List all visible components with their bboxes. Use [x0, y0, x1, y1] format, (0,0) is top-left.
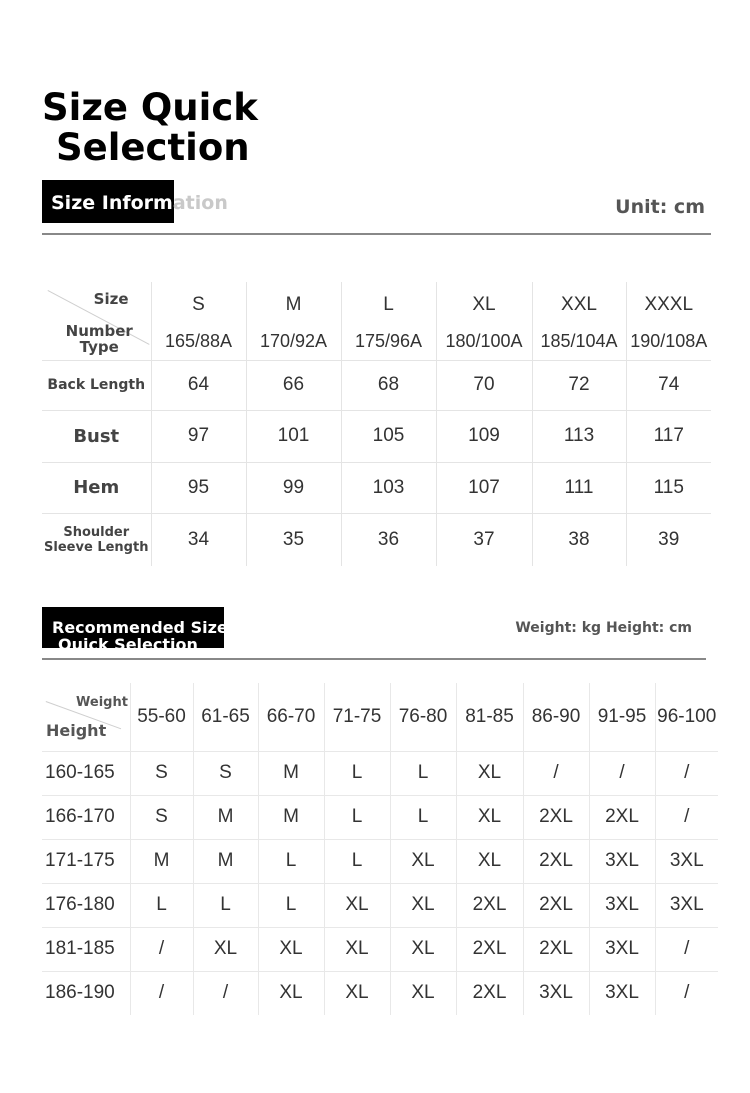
size-header-label: Size [93, 290, 129, 308]
table-row [42, 360, 711, 410]
size-column-header: XXL 185/104A [532, 282, 626, 360]
table-cell: 111 [532, 462, 626, 513]
table-cell: / [655, 751, 718, 795]
table-cell: L [130, 883, 193, 927]
table-cell: / [193, 971, 258, 1015]
table-cell: 113 [532, 410, 626, 462]
section-divider [42, 658, 706, 660]
row-label-bust: Bust [42, 410, 151, 462]
table-cell: 3XL [589, 971, 655, 1015]
table-cell: XL [258, 927, 324, 971]
table-row [42, 971, 718, 1015]
table-cell: XL [324, 927, 390, 971]
weight-column-header: 81-85 [456, 683, 523, 751]
table-cell: 3XL [655, 883, 718, 927]
table-cell: 3XL [589, 839, 655, 883]
table-cell: XL [456, 795, 523, 839]
table-cell: / [655, 971, 718, 1015]
size-information-label-overflow: ation [172, 192, 228, 214]
weight-height-unit-label: Weight: kg Height: cm [515, 620, 692, 636]
size-column-header: S 165/88A [151, 282, 246, 360]
table-cell: 2XL [456, 971, 523, 1015]
table-cell: / [589, 751, 655, 795]
table-cell: 35 [246, 513, 341, 566]
height-row-label: 181-185 [42, 927, 130, 971]
table-cell: 101 [246, 410, 341, 462]
table-cell: 2XL [523, 795, 589, 839]
recommended-size-table [42, 683, 718, 1015]
table-cell: 36 [341, 513, 436, 566]
table-cell: 34 [151, 513, 246, 566]
corner-header-cell [42, 282, 151, 360]
title-line-2: Selection [56, 126, 250, 169]
table-cell: L [193, 883, 258, 927]
table-cell: 3XL [523, 971, 589, 1015]
table-cell: L [324, 751, 390, 795]
height-row-label: 186-190 [42, 971, 130, 1015]
weight-column-header: 86-90 [523, 683, 589, 751]
size-information-heading [42, 180, 228, 214]
weight-column-header: 55-60 [130, 683, 193, 751]
table-cell: 68 [341, 360, 436, 410]
table-cell: / [655, 795, 718, 839]
table-cell: L [324, 839, 390, 883]
weight-column-header: 96-100 [655, 683, 718, 751]
table-cell: 2XL [523, 883, 589, 927]
table-cell: 2XL [589, 795, 655, 839]
table-cell: XL [390, 839, 456, 883]
table-row [42, 513, 711, 566]
recommended-label-line-2: Quick Selection [58, 635, 198, 654]
number-type-header-label: Number Type [65, 322, 133, 356]
table-cell: / [523, 751, 589, 795]
table-cell: / [655, 927, 718, 971]
weight-column-header: 71-75 [324, 683, 390, 751]
recommended-size-heading [42, 607, 228, 654]
size-column-header: XXXL 190/108A [626, 282, 711, 360]
corner-header-cell [42, 683, 130, 751]
size-column-header: M 170/92A [246, 282, 341, 360]
section-divider [42, 233, 711, 235]
table-cell: M [193, 839, 258, 883]
table-cell: 109 [436, 410, 532, 462]
table-cell: XL [390, 971, 456, 1015]
table-cell: L [390, 751, 456, 795]
table-cell: 39 [626, 513, 711, 566]
height-row-label: 166-170 [42, 795, 130, 839]
table-row [42, 410, 711, 462]
table-cell: S [193, 751, 258, 795]
table-cell: L [258, 883, 324, 927]
table-cell: 99 [246, 462, 341, 513]
table-cell: / [130, 971, 193, 1015]
table-cell: 3XL [655, 839, 718, 883]
size-column-header: XL 180/100A [436, 282, 532, 360]
table-row [42, 839, 718, 883]
table-cell: M [258, 751, 324, 795]
table-header-row [42, 683, 718, 751]
table-cell: 2XL [523, 839, 589, 883]
table-row [42, 795, 718, 839]
table-cell: 2XL [456, 927, 523, 971]
table-cell: 70 [436, 360, 532, 410]
table-cell: XL [324, 971, 390, 1015]
unit-label: Unit: cm [615, 196, 705, 218]
recommended-label-line-1: Recommended Size [52, 618, 228, 637]
table-cell: 37 [436, 513, 532, 566]
table-cell: M [258, 795, 324, 839]
table-cell: XL [390, 927, 456, 971]
table-cell: 2XL [456, 883, 523, 927]
table-cell: 103 [341, 462, 436, 513]
table-cell: 115 [626, 462, 711, 513]
height-row-label: 176-180 [42, 883, 130, 927]
table-cell: / [130, 927, 193, 971]
weight-column-header: 91-95 [589, 683, 655, 751]
title-line-1: Size Quick [42, 86, 258, 129]
table-row [42, 883, 718, 927]
table-cell: 95 [151, 462, 246, 513]
table-cell: L [390, 795, 456, 839]
weight-column-header: 61-65 [193, 683, 258, 751]
table-cell: 107 [436, 462, 532, 513]
table-cell: 3XL [589, 927, 655, 971]
table-cell: 72 [532, 360, 626, 410]
table-cell: 66 [246, 360, 341, 410]
height-header-label: Height [46, 721, 107, 740]
table-cell: S [130, 795, 193, 839]
table-cell: 97 [151, 410, 246, 462]
height-row-label: 171-175 [42, 839, 130, 883]
height-row-label: 160-165 [42, 751, 130, 795]
page-title [42, 88, 258, 168]
row-label-back-length: Back Length [42, 360, 151, 410]
table-cell: 3XL [589, 883, 655, 927]
table-cell: XL [390, 883, 456, 927]
table-cell: 2XL [523, 927, 589, 971]
table-cell: 38 [532, 513, 626, 566]
table-cell: 74 [626, 360, 711, 410]
size-column-header: L 175/96A [341, 282, 436, 360]
size-information-label: Size Inform [51, 192, 173, 214]
table-cell: XL [193, 927, 258, 971]
table-cell: XL [258, 971, 324, 1015]
table-row [42, 751, 718, 795]
table-cell: XL [324, 883, 390, 927]
table-cell: 105 [341, 410, 436, 462]
table-cell: L [258, 839, 324, 883]
table-cell: M [130, 839, 193, 883]
table-header-row [42, 282, 711, 360]
row-label-shoulder-sleeve-length: Shoulder Sleeve Length [42, 513, 151, 566]
table-cell: 64 [151, 360, 246, 410]
table-row [42, 462, 711, 513]
table-cell: M [193, 795, 258, 839]
table-cell: 117 [626, 410, 711, 462]
table-cell: XL [456, 751, 523, 795]
table-cell: L [324, 795, 390, 839]
size-information-table [42, 282, 711, 566]
table-cell: S [130, 751, 193, 795]
weight-header-label: Weight [76, 695, 128, 710]
weight-column-header: 76-80 [390, 683, 456, 751]
row-label-hem: Hem [42, 462, 151, 513]
table-cell: XL [456, 839, 523, 883]
table-row [42, 927, 718, 971]
weight-column-header: 66-70 [258, 683, 324, 751]
